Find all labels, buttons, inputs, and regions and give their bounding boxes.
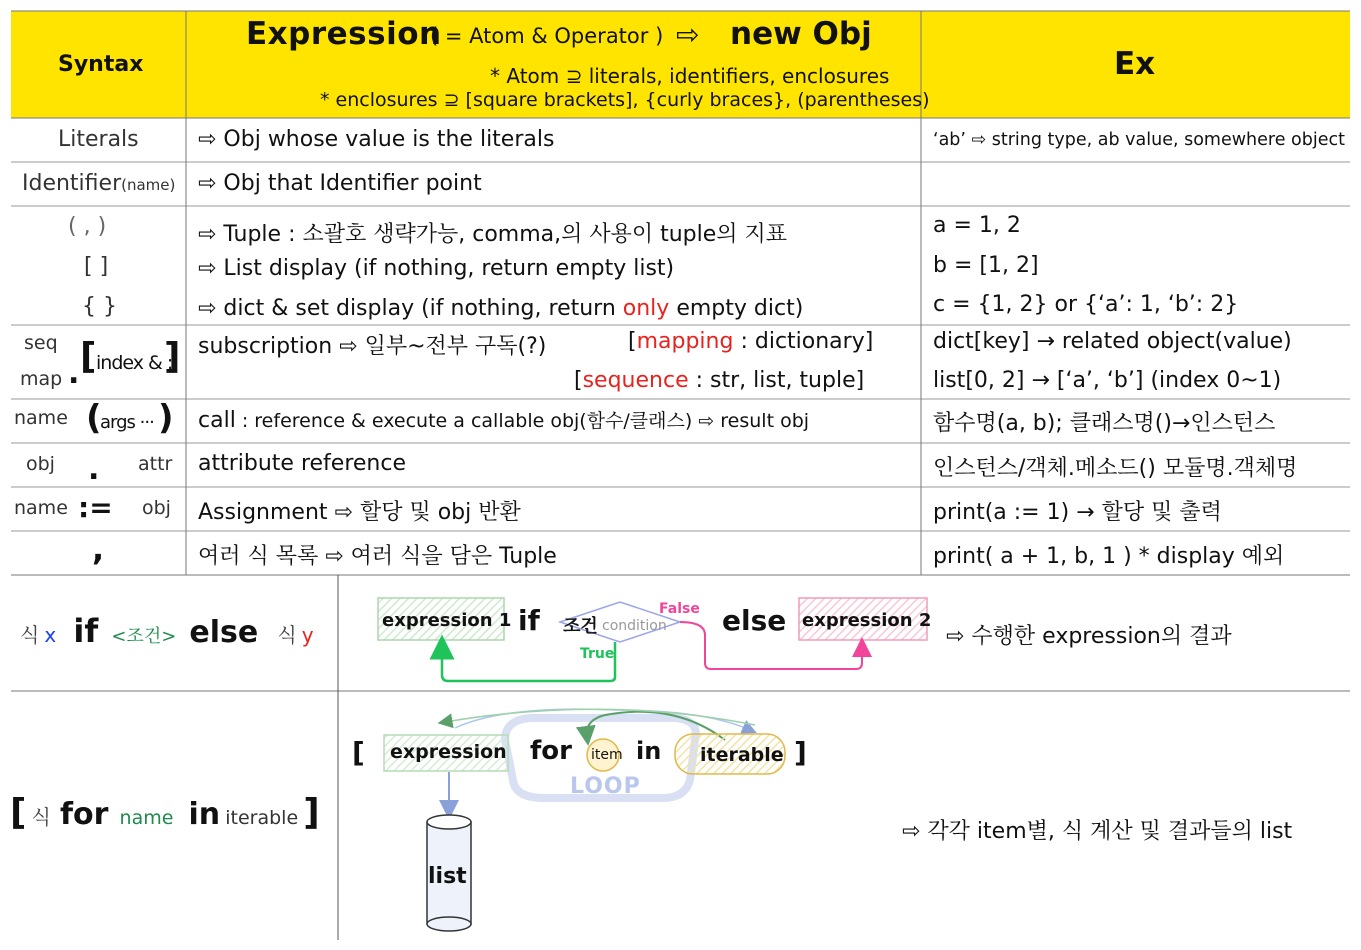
assignment-name: name (14, 497, 68, 519)
identifier-syntax-main: Identifier (22, 171, 122, 196)
list-cylinder-bottom (427, 917, 471, 931)
subscription-ex2: list[0, 2] → [‘a’, ‘b’] (index 0~1) (933, 368, 1282, 393)
comp-diagram-loop: LOOP (570, 774, 641, 799)
mapping-word: mapping (636, 329, 734, 354)
dict-ex: c = {1, 2} or {‘a’: 1, ‘b’: 2} (933, 292, 1239, 317)
comp-diagram-list: list (428, 864, 467, 889)
header-expression-def: ( = Atom & Operator ) (430, 24, 664, 48)
cond-x: x (44, 623, 57, 647)
comma-syntax: , (92, 530, 105, 568)
comp-diagram-for: for (530, 736, 572, 766)
assignment-desc: Assignment ⇨ 할당 및 obj 반환 (198, 500, 521, 525)
call-name: name (14, 407, 68, 429)
dict-desc-a: ⇨ dict & set display (if nothing, return (198, 296, 623, 321)
diagram-true: True (580, 646, 615, 662)
cond-else: else (189, 615, 259, 650)
dict-desc-b: empty dict) (669, 296, 804, 321)
subscription-mapping (628, 329, 873, 354)
comp-diagram-iterable: iterable (700, 744, 784, 766)
comp-diagram-expression: expression (390, 741, 507, 763)
subscription-open: [ (80, 336, 97, 377)
call-close: ) (158, 398, 174, 438)
conditional-result: ⇨ 수행한 expression의 결과 (946, 624, 1232, 649)
diagram-expr2: expression 2 (802, 610, 932, 631)
subscription-close: ] (164, 336, 181, 377)
identifier-desc: ⇨ Obj that Identifier point (198, 171, 482, 196)
sequence-word: sequence (582, 368, 689, 393)
attribute-desc: attribute reference (198, 451, 407, 476)
dict-desc (198, 296, 803, 321)
subscription-sequence (574, 368, 864, 393)
call-desc (198, 406, 809, 433)
comprehension-diagram (345, 700, 815, 940)
literals-desc: ⇨ Obj whose value is the literals (198, 127, 555, 152)
subscription-map: map (20, 368, 63, 390)
subscription-desc: subscription ⇨ 일부~전부 구독(?) (198, 334, 547, 359)
comp-diagram-open: [ (352, 736, 365, 769)
subscription-seq: seq (24, 332, 58, 354)
call-open: ( (86, 398, 102, 438)
header-arrow: ⇨ (676, 18, 700, 51)
cond-sik-y: 식 (277, 623, 297, 647)
subscription-inner: index & : (96, 352, 173, 374)
attribute-dot: . (88, 452, 100, 487)
subscription-dot: . (68, 356, 80, 391)
comp-iterable: iterable (225, 807, 299, 829)
cond-y: y (301, 623, 314, 647)
call-args: args ··· (100, 412, 154, 433)
comma-ex: print( a + 1, b, 1 ) * display 예외 (933, 544, 1285, 569)
header-atom-note: * Atom ⊇ literals, identifiers, enclosures (490, 64, 890, 88)
call-desc-a: call (198, 408, 236, 433)
list-cylinder-top (427, 815, 471, 829)
tuple-ex: a = 1, 2 (933, 213, 1021, 238)
call-ex: 함수명(a, b); 클래스명()→인스턴스 (933, 411, 1276, 436)
cond-sik-x: 식 (20, 623, 40, 647)
header-new-obj: new Obj (730, 16, 872, 52)
list-desc: ⇨ List display (if nothing, return empty list) (198, 256, 675, 281)
dict-syntax: { } (82, 294, 117, 319)
comp-open: [ (10, 792, 27, 833)
assignment-op: := (78, 491, 113, 524)
comp-for: for (59, 797, 109, 832)
mapping-open: [ (628, 329, 637, 354)
comp-close: ] (303, 792, 320, 833)
cond-if: if (73, 612, 99, 650)
subscription-ex1: dict[key] → related object(value) (933, 329, 1292, 354)
comp-diagram-close: ] (794, 736, 807, 769)
attribute-attr: attr (138, 453, 173, 475)
comprehension-result: ⇨ 각각 item별, 식 계산 및 결과들의 list (902, 819, 1293, 844)
identifier-syntax-sub: (name) (121, 176, 176, 194)
list-syntax: [ ] (84, 254, 109, 279)
comp-name: name (119, 807, 174, 829)
attribute-obj: obj (26, 453, 55, 475)
diagram-cond-kr: 조건 (563, 616, 598, 637)
cond-syntax (20, 612, 314, 650)
cond-condition: <조건> (111, 626, 177, 647)
sequence-rest: : str, list, tuple] (688, 368, 865, 393)
comp-diagram-item: item (591, 747, 623, 763)
dict-desc-only: only (622, 296, 670, 321)
comma-desc: 여러 식 목록 ⇨ 여러 식을 담은 Tuple (198, 544, 557, 569)
list-ex: b = [1, 2] (933, 253, 1039, 278)
literals-ex: ‘ab’ ⇨ string type, ab value, somewhere object (933, 130, 1345, 150)
diagram-if: if (518, 604, 540, 637)
identifier-syntax (22, 171, 175, 196)
diagram-cond-en: condition (602, 618, 667, 634)
tuple-syntax: ( , ) (68, 214, 107, 239)
diagram-false: False (659, 601, 700, 617)
sequence-open: [ (574, 368, 583, 393)
assignment-ex: print(a := 1) → 할당 및 출력 (933, 500, 1222, 525)
assignment-obj: obj (142, 497, 171, 519)
literals-syntax: Literals (58, 127, 139, 152)
comp-in: in (188, 797, 221, 832)
header-ex: Ex (1114, 46, 1156, 82)
diagram-expr1: expression 1 (382, 610, 512, 631)
comp-syntax (10, 792, 320, 833)
header-syntax: Syntax (58, 52, 144, 77)
diagram-else: else (722, 604, 787, 637)
tuple-desc: ⇨ Tuple : 소괄호 생략가능, comma,의 사용이 tuple의 지표 (198, 222, 788, 247)
call-desc-b: : reference & execute a callable obj(함수/클래스) ⇨ result obj (235, 410, 810, 432)
attribute-ex: 인스턴스/객체.메소드() 모듈명.객체명 (933, 456, 1298, 481)
comp-diagram-in: in (636, 737, 662, 765)
mapping-rest: : dictionary] (733, 329, 874, 354)
header-enclosures-note: * enclosures ⊇ [square brackets], {curly braces}, (parentheses) (320, 89, 930, 111)
comp-sik: 식 (31, 805, 51, 829)
header-expression-word: Expression (246, 16, 442, 52)
